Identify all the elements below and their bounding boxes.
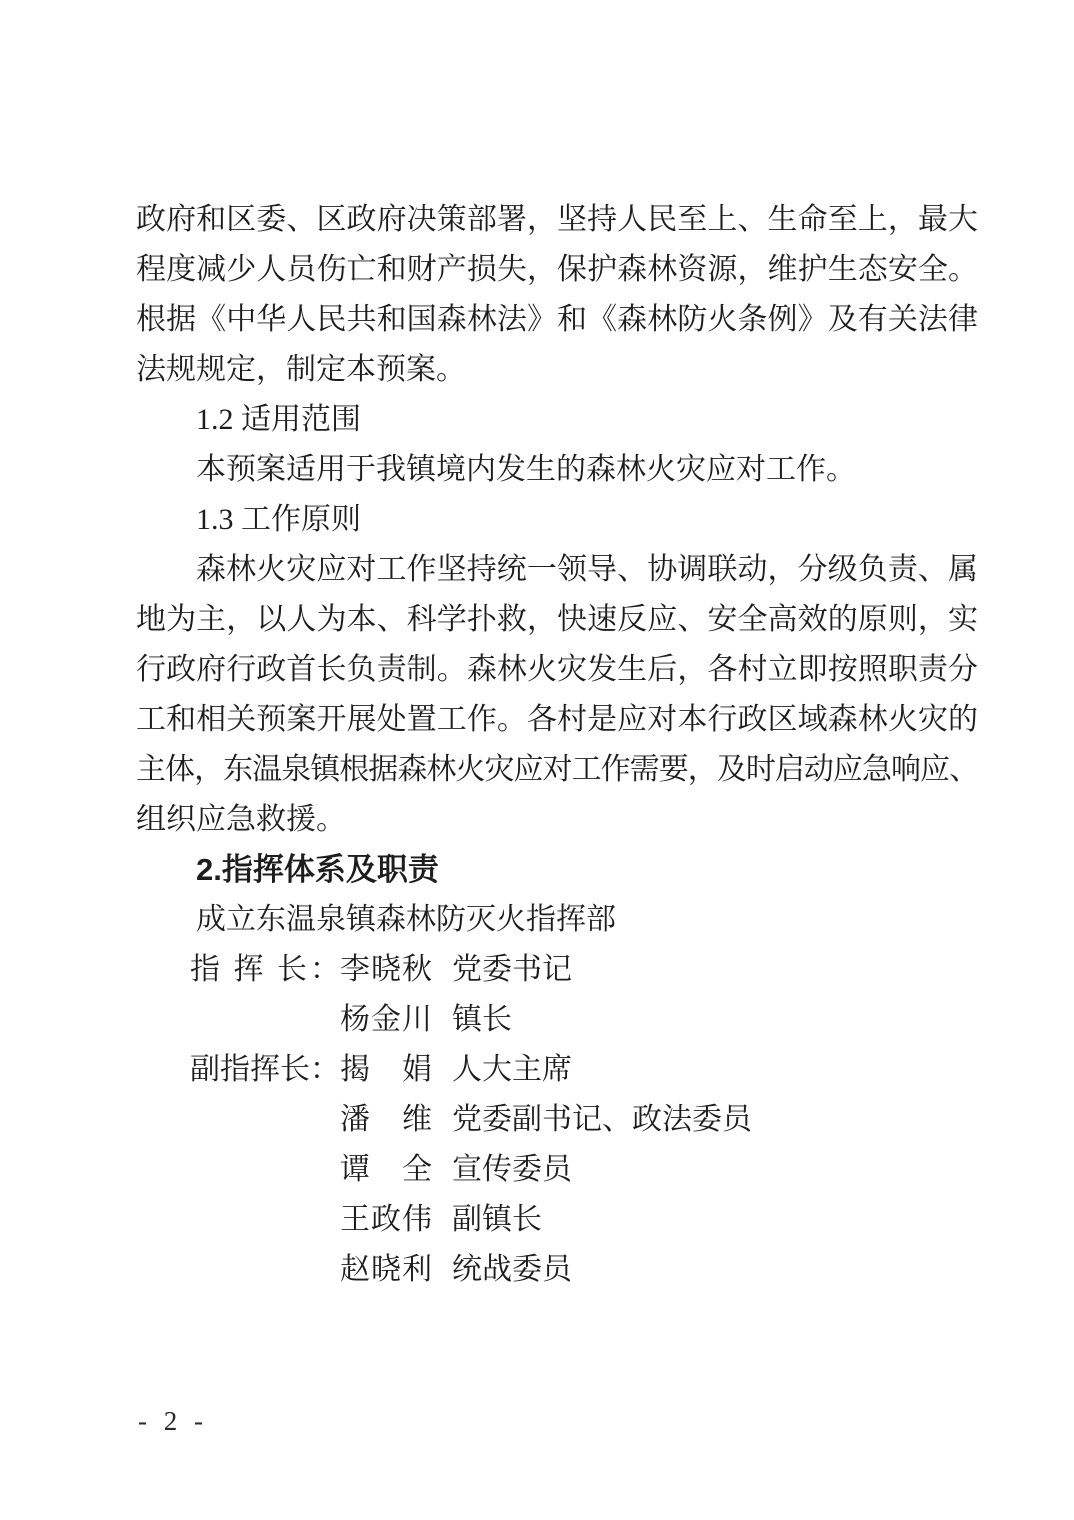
- roster-title: 人大主席: [452, 1053, 572, 1086]
- command-intro-line: 成立东温泉镇森林防灭火指挥部: [196, 903, 616, 936]
- paragraph-line: 根据《中华人民共和国森林法》和《森林防火条例》及有关法律: [136, 303, 978, 336]
- roster-name: 揭 娟: [340, 1053, 432, 1086]
- paragraph-line: 政府和区委、区政府决策部署，坚持人民至上、生命至上，最大: [136, 203, 978, 236]
- roster-title: 党委书记: [452, 953, 572, 986]
- subsection-heading-1-3: 1.3 工作原则: [196, 503, 361, 536]
- roster-row: [136, 1095, 978, 1145]
- roster-name: 赵晓利: [340, 1253, 432, 1286]
- subsection-heading-1-2: 1.2 适用范围: [196, 403, 361, 436]
- roster-label: 副指挥长：: [190, 1053, 340, 1086]
- roster-row: [136, 1245, 978, 1295]
- paragraph-line: 工和相关预案开展处置工作。各村是应对本行政区域森林火灾的: [136, 703, 978, 736]
- roster-name: 杨金川: [340, 1003, 432, 1036]
- paragraph-line: 组织应急救援。: [136, 803, 346, 836]
- page-number: - 2 -: [138, 1406, 208, 1436]
- roster-row: [136, 1195, 978, 1245]
- roster-row: [136, 1145, 978, 1195]
- roster-title: 镇长: [452, 1003, 512, 1036]
- paragraph-line: 程度减少人员伤亡和财产损失，保护森林资源，维护生态安全。: [136, 253, 978, 286]
- paragraph-line: 主体，东温泉镇根据森林火灾应对工作需要，及时启动应急响应、: [136, 753, 978, 786]
- paragraph-line: 行政府行政首长负责制。森林火灾发生后，各村立即按照职责分: [136, 653, 978, 686]
- roster-name: 王政伟: [340, 1203, 432, 1236]
- roster-title: 副镇长: [452, 1203, 542, 1236]
- body-text: [136, 195, 978, 1295]
- roster-title: 宣传委员: [452, 1153, 572, 1186]
- roster-name: 潘 维: [340, 1103, 432, 1136]
- roster-row: [136, 1045, 978, 1095]
- roster-title: 统战委员: [452, 1253, 572, 1286]
- roster-title: 党委副书记、政法委员: [452, 1103, 752, 1136]
- roster-name: 李晓秋: [340, 953, 432, 986]
- paragraph-line: 森林火灾应对工作坚持统一领导、协调联动，分级负责、属: [196, 553, 978, 586]
- roster-row: [136, 945, 978, 995]
- paragraph-line: 法规规定，制定本预案。: [136, 353, 466, 386]
- paragraph-line: 本预案适用于我镇境内发生的森林火灾应对工作。: [196, 453, 856, 486]
- roster-name: 谭 全: [340, 1153, 432, 1186]
- section-heading-2: 2.指挥体系及职责: [196, 852, 439, 887]
- roster-label: 指 挥 长：: [190, 953, 340, 986]
- roster-row: [136, 995, 978, 1045]
- paragraph-line: 地为主，以人为本、科学扑救，快速反应、安全高效的原则，实: [136, 603, 978, 636]
